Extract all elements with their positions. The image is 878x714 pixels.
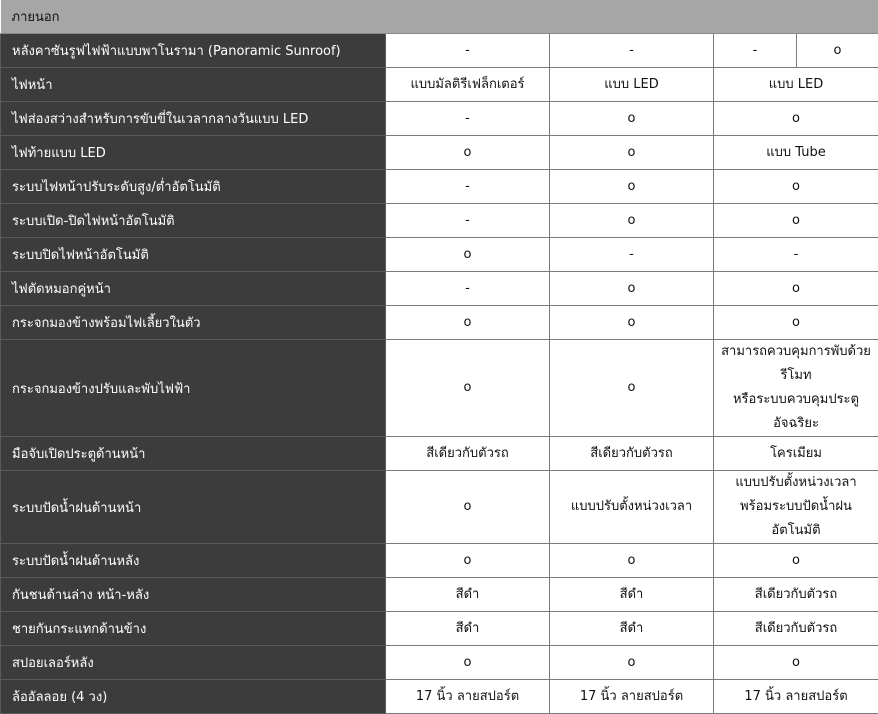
- cell-value: o: [386, 471, 550, 544]
- cell-value: o: [386, 340, 550, 437]
- cell-value: -: [714, 34, 797, 68]
- table-row: [1, 34, 878, 68]
- cell-value: o: [550, 272, 714, 306]
- table-row: [1, 646, 878, 680]
- cell-value: o: [386, 238, 550, 272]
- cell-value: -: [386, 272, 550, 306]
- cell-value: o: [386, 136, 550, 170]
- cell-value: o: [550, 646, 714, 680]
- cell-value: o: [550, 204, 714, 238]
- cell-value: 17 นิ้ว ลายสปอร์ต: [550, 680, 714, 714]
- table-row: [1, 340, 878, 437]
- table-row: [1, 136, 878, 170]
- cell-value: -: [386, 34, 550, 68]
- cell-line: พร้อมระบบปัดน้ำฝนอัตโนมัติ: [716, 495, 876, 543]
- cell-value: o: [550, 102, 714, 136]
- cell-value-multiline: [714, 340, 878, 437]
- table-row: [1, 578, 878, 612]
- cell-value: o: [714, 102, 878, 136]
- cell-value: o: [714, 204, 878, 238]
- cell-value: -: [550, 34, 714, 68]
- row-label: ระบบปัดน้ำฝนด้านหลัง: [1, 544, 386, 578]
- row-label: ไฟส่องสว่างสำหรับการขับขี่ในเวลากลางวันแบบ LED: [1, 102, 386, 136]
- cell-value: โครเมียม: [714, 437, 878, 471]
- cell-value: สีดำ: [550, 578, 714, 612]
- row-label: ล้ออัลลอย (4 วง): [1, 680, 386, 714]
- cell-value: -: [386, 204, 550, 238]
- cell-value-multiline: [714, 471, 878, 544]
- section-title: ภายนอก: [1, 0, 878, 34]
- cell-value: o: [714, 544, 878, 578]
- table-row: [1, 272, 878, 306]
- cell-value: แบบ Tube: [714, 136, 878, 170]
- cell-value: 17 นิ้ว ลายสปอร์ต: [386, 680, 550, 714]
- cell-value: o: [550, 170, 714, 204]
- row-label: ไฟหน้า: [1, 68, 386, 102]
- table-row: [1, 102, 878, 136]
- table-row: [1, 471, 878, 544]
- cell-value: สีเดียวกับตัวรถ: [386, 437, 550, 471]
- row-label: ระบบปัดน้ำฝนด้านหน้า: [1, 471, 386, 544]
- row-label: กระจกมองข้างพร้อมไฟเลี้ยวในตัว: [1, 306, 386, 340]
- cell-value: o: [550, 306, 714, 340]
- table-row: [1, 612, 878, 646]
- cell-value: o: [714, 170, 878, 204]
- cell-value: แบบ LED: [714, 68, 878, 102]
- cell-value: -: [550, 238, 714, 272]
- cell-line: หรือระบบควบคุมประตูอัจฉริยะ: [716, 388, 876, 436]
- table-row: [1, 204, 878, 238]
- cell-value: แบบมัลติรีเฟล็กเตอร์: [386, 68, 550, 102]
- cell-value: สีดำ: [386, 612, 550, 646]
- row-label: ไฟท้ายแบบ LED: [1, 136, 386, 170]
- cell-value: o: [550, 340, 714, 437]
- row-label: สปอยเลอร์หลัง: [1, 646, 386, 680]
- table-row: [1, 306, 878, 340]
- row-label: มือจับเปิดประตูด้านหน้า: [1, 437, 386, 471]
- table-row: [1, 170, 878, 204]
- cell-value: o: [714, 272, 878, 306]
- cell-value: 17 นิ้ว ลายสปอร์ต: [714, 680, 878, 714]
- table-row: [1, 238, 878, 272]
- table-row: [1, 68, 878, 102]
- row-label: ระบบปิดไฟหน้าอัตโนมัติ: [1, 238, 386, 272]
- table-row: [1, 544, 878, 578]
- row-label: ไฟตัดหมอกคู่หน้า: [1, 272, 386, 306]
- cell-value: สีดำ: [386, 578, 550, 612]
- table-row: [1, 680, 878, 714]
- cell-value: o: [714, 306, 878, 340]
- section-header-row: [1, 0, 878, 34]
- row-label: ชายกันกระแทกด้านข้าง: [1, 612, 386, 646]
- row-label: กระจกมองข้างปรับและพับไฟฟ้า: [1, 340, 386, 437]
- cell-line: แบบปรับตั้งหน่วงเวลา: [716, 471, 876, 495]
- cell-value: o: [386, 646, 550, 680]
- cell-value: สีเดียวกับตัวรถ: [714, 578, 878, 612]
- row-label: กันชนด้านล่าง หน้า-หลัง: [1, 578, 386, 612]
- cell-value: สีเดียวกับตัวรถ: [550, 437, 714, 471]
- cell-value: -: [386, 102, 550, 136]
- cell-value: แบบ LED: [550, 68, 714, 102]
- cell-value: o: [797, 34, 878, 68]
- row-label: หลังคาซันรูฟไฟฟ้าแบบพาโนรามา (Panoramic Sunroof): [1, 34, 386, 68]
- table-row: [1, 437, 878, 471]
- cell-value: สีเดียวกับตัวรถ: [714, 612, 878, 646]
- cell-value: สีดำ: [550, 612, 714, 646]
- cell-value: -: [386, 170, 550, 204]
- row-label: ระบบเปิด-ปิดไฟหน้าอัตโนมัติ: [1, 204, 386, 238]
- row-label: ระบบไฟหน้าปรับระดับสูง/ต่ำอัตโนมัติ: [1, 170, 386, 204]
- cell-value: o: [714, 646, 878, 680]
- cell-value: แบบปรับตั้งหน่วงเวลา: [550, 471, 714, 544]
- cell-value: o: [550, 136, 714, 170]
- cell-value: o: [386, 544, 550, 578]
- cell-line: สามารถควบคุมการพับด้วยรีโมท: [716, 340, 876, 388]
- cell-value: o: [386, 306, 550, 340]
- cell-value: o: [550, 544, 714, 578]
- cell-value: -: [714, 238, 878, 272]
